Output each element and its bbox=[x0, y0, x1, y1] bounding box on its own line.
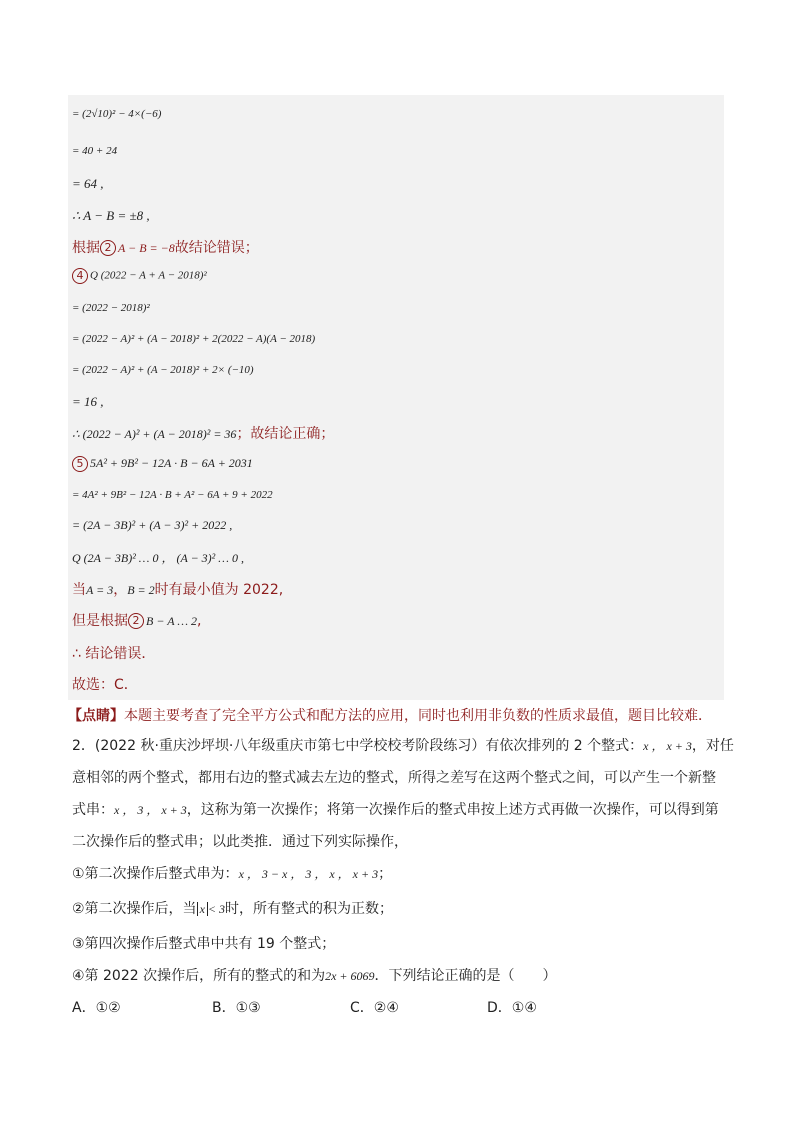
solution-line: = (2√10)² − 4×(−6) bbox=[72, 108, 162, 120]
solution-line: = 64 , bbox=[72, 176, 104, 191]
solution-line: 5 5A² + 9B² − 12A · B − 6A + 2031 bbox=[72, 456, 253, 472]
solution-line: 根据 2 A − B = −8故结论错误； bbox=[72, 240, 259, 256]
solution-line: Q (2A − 3B)² … 0 ， (A − 3)² … 0 , bbox=[72, 551, 244, 565]
key-point-note: 【点睛】本题主要考查了完全平方公式和配方法的应用，同时也利用非负数的性质求最值，题目比较难． bbox=[68, 708, 712, 724]
option-a[interactable]: A．①② bbox=[72, 1000, 121, 1016]
question-stem: 意相邻的两个整式，都用右边的整式减去左边的整式，所得之差写在这两个整式之间，可以产生一个新整 bbox=[72, 770, 716, 786]
solution-line: = 4A² + 9B² − 12A · B + A² − 6A + 9 + 2022 bbox=[72, 489, 273, 501]
solution-line: ∴ (2022 − A)² + (A − 2018)² = 36；故结论正确； bbox=[72, 426, 335, 442]
key-point-tag: 【点睛】 bbox=[68, 708, 124, 724]
statement-3: ③第四次操作后整式串中共有 19 个整式； bbox=[72, 936, 336, 952]
answer-line: 故选：C． bbox=[72, 677, 138, 693]
circled-number: 5 bbox=[72, 456, 88, 472]
statement-2: ②第二次操作后，当 x < 3时，所有整式的积为正数； bbox=[72, 901, 393, 917]
circled-number: 2 bbox=[128, 613, 144, 629]
statement-4: ④第 2022 次操作后，所有的整式的和为2x + 6069．下列结论正确的是（ ） bbox=[72, 968, 557, 984]
solution-line: ∴ 结论错误． bbox=[72, 646, 156, 662]
question-stem: 二次操作后的整式串；以此类推．通过下列实际操作， bbox=[72, 834, 408, 850]
solution-line: = (2A − 3B)² + (A − 3)² + 2022 , bbox=[72, 518, 233, 532]
solution-line: = 16 , bbox=[72, 394, 104, 409]
solution-line: 当A = 3，B = 2时有最小值为 2022, bbox=[72, 582, 284, 598]
solution-line: 但是根据 2 B − A … 2, bbox=[72, 613, 202, 629]
circled-number: 2 bbox=[100, 240, 116, 256]
solution-line: = (2022 − 2018)² bbox=[72, 302, 150, 314]
statement-1: ①第二次操作后整式串为：x ， 3 − x ， 3 ， x ， x + 3； bbox=[72, 866, 393, 882]
circled-number: 4 bbox=[72, 268, 88, 284]
solution-line: = 40 + 24 bbox=[72, 145, 118, 157]
option-c[interactable]: C．②④ bbox=[350, 1000, 399, 1016]
solution-line: = (2022 − A)² + (A − 2018)² + 2(2022 − A)(A − 2018) bbox=[72, 333, 316, 345]
solution-line: 4 Q (2022 − A + A − 2018)² bbox=[72, 268, 207, 284]
solution-line: = (2022 − A)² + (A − 2018)² + 2× (−10) bbox=[72, 364, 254, 376]
option-b[interactable]: B．①③ bbox=[212, 1000, 261, 1016]
option-d[interactable]: D．①④ bbox=[487, 1000, 537, 1016]
solution-line: ∴ A − B = ±8 , bbox=[72, 208, 150, 223]
question-stem: 2．(2022 秋·重庆沙坪坝·八年级重庆市第七中学校校考阶段练习）有依次排列的 2 个整式：x ， x + 3，对任 bbox=[72, 738, 734, 754]
question-stem: 式串：x ， 3 ， x + 3，这称为第一次操作；将第一次操作后的整式串按上述方式再做一次操作，可以得到第 bbox=[72, 802, 719, 818]
